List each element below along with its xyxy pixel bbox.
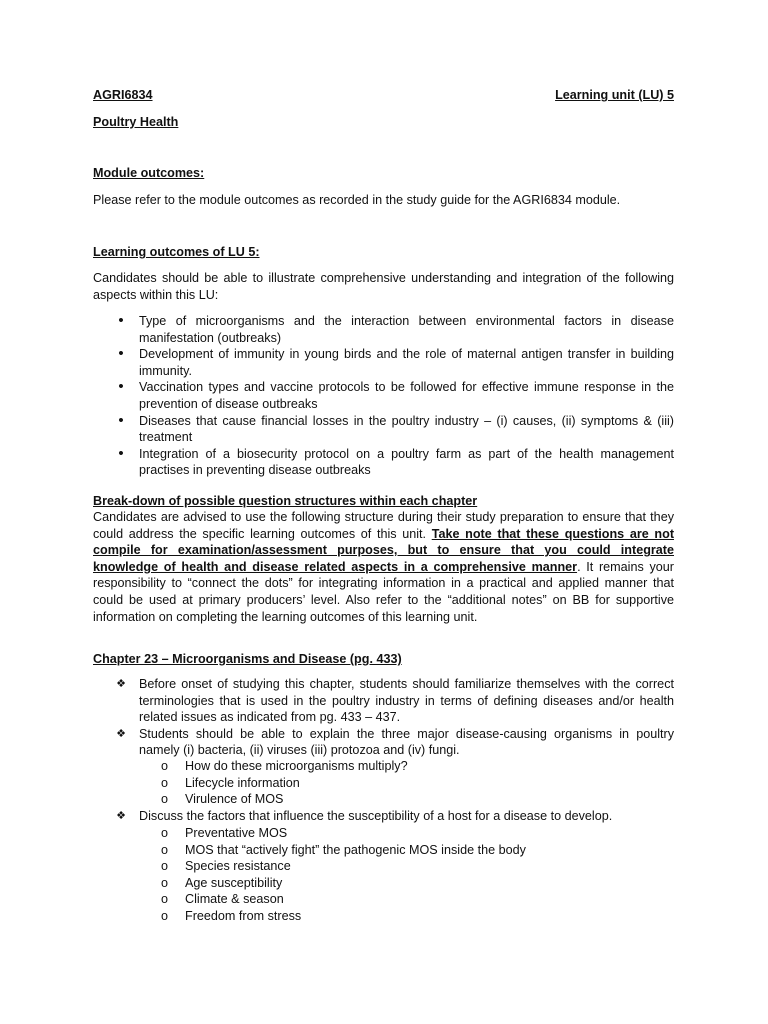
bullet-icon: • [118, 378, 124, 396]
list-item: • Type of microorganisms and the interaction between environmental factors in disease manifestation (outbreaks) [93, 313, 674, 346]
circle-bullet-icon: o [161, 908, 169, 923]
bullet-icon: • [118, 345, 124, 363]
sub-list-item: o Species resistance [161, 859, 291, 874]
sub-list-item: o Climate & season [161, 892, 284, 907]
emphasis-note: Take note that these questions are not compile for examination/assessment purposes, but to ensure that you could integrate knowledge of health and disease related aspects in a comprehensive manner [93, 526, 675, 574]
breakdown-paragraph: Candidates are advised to use the following structure during their study preparation to ensure that they could address the specific learning outcomes of this unit. Take note that these questions are not compile for examination/assessment purposes, but to ensure that you could integrate knowledge of health and disease related aspects in a comprehensive manner. It remains your responsibility to “connect the dots” for integrating information in a practical and applied manner that could be used at primary producers’ level. Also refer to the “additional notes” on BB for supportive information on completing the learning outcomes of this learning unit. [93, 510, 675, 624]
diamond-bullet-icon: ❖ [116, 810, 126, 822]
diamond-bullet-icon: ❖ [116, 727, 126, 740]
diamond-bullet-icon: ❖ [116, 678, 126, 690]
doc-title: Poultry Health [93, 115, 179, 129]
module-outcomes-text: Please refer to the module outcomes as recorded in the study guide for the AGRI6834 module. [93, 193, 621, 207]
circle-bullet-icon: o [161, 759, 169, 773]
circle-bullet-icon: o [161, 859, 169, 874]
course-code: AGRI6834 [93, 88, 153, 102]
list-item: • Vaccination types and vaccine protocols to be followed for effective immune response in the prevention of disease outbreaks [93, 379, 674, 412]
sub-list [93, 825, 674, 925]
sub-list-item: o Lifecycle information [161, 775, 300, 790]
circle-bullet-icon: o [161, 892, 169, 907]
list-item: ❖ Before onset of studying this chapter, students should familiarize themselves with the correct terminologies that is used in the poultry industry in terms of defining diseases and/or health related issues as indicated from pg. 433 – 437. [93, 676, 674, 726]
circle-bullet-icon: o [161, 875, 169, 890]
list-item: • Development of immunity in young birds and the role of maternal antigen transfer in building immunity. [93, 346, 674, 379]
sub-list-item: o Preventative MOS [161, 826, 288, 840]
list-item: • Diseases that cause financial losses in the poultry industry – (i) causes, (ii) symptoms & (iii) treatment [93, 413, 674, 446]
learning-outcomes-list [93, 313, 674, 479]
sub-list-item: o Freedom from stress [161, 908, 302, 923]
bullet-icon: • [118, 312, 124, 329]
list-item: • Integration of a biosecurity protocol on a poultry farm as part of the health management practises in preventing disease outbreaks [93, 446, 674, 479]
learning-outcomes-intro: Candidates should be able to illustrate comprehensive understanding and integration of the following aspects within this LU: [93, 271, 674, 302]
list-item: ❖ Discuss the factors that influence the susceptibility of a host for a disease to develop. [93, 808, 674, 825]
learning-unit-label: Learning unit (LU) 5 [555, 88, 674, 102]
header-row [93, 87, 674, 104]
module-outcomes-heading: Module outcomes: [93, 166, 205, 180]
bullet-icon: • [118, 411, 124, 429]
list-item: ❖ Students should be able to explain the three major disease-causing organisms in poultry namely (i) bacteria, (ii) viruses (iii) protozoa and (iv) fungi. [93, 726, 674, 759]
sub-list-item: o Age susceptibility [161, 875, 283, 890]
chapter-list [93, 676, 674, 759]
chapter-list-continued [93, 808, 674, 825]
sub-list-item: o MOS that “actively fight” the pathogenic MOS inside the body [161, 842, 526, 857]
chapter-heading: Chapter 23 – Microorganisms and Disease (pg. 433) [93, 652, 402, 666]
circle-bullet-icon: o [161, 826, 169, 840]
circle-bullet-icon: o [161, 842, 169, 857]
sub-list-item: o Virulence of MOS [161, 792, 284, 807]
sub-list [93, 758, 674, 808]
bullet-icon: • [118, 444, 124, 462]
breakdown-heading: Break-down of possible question structures within each chapter [93, 494, 478, 508]
learning-outcomes-heading: Learning outcomes of LU 5: [93, 245, 260, 259]
circle-bullet-icon: o [161, 775, 169, 790]
circle-bullet-icon: o [161, 792, 169, 807]
sub-list-item: o How do these microorganisms multiply? [161, 759, 408, 773]
